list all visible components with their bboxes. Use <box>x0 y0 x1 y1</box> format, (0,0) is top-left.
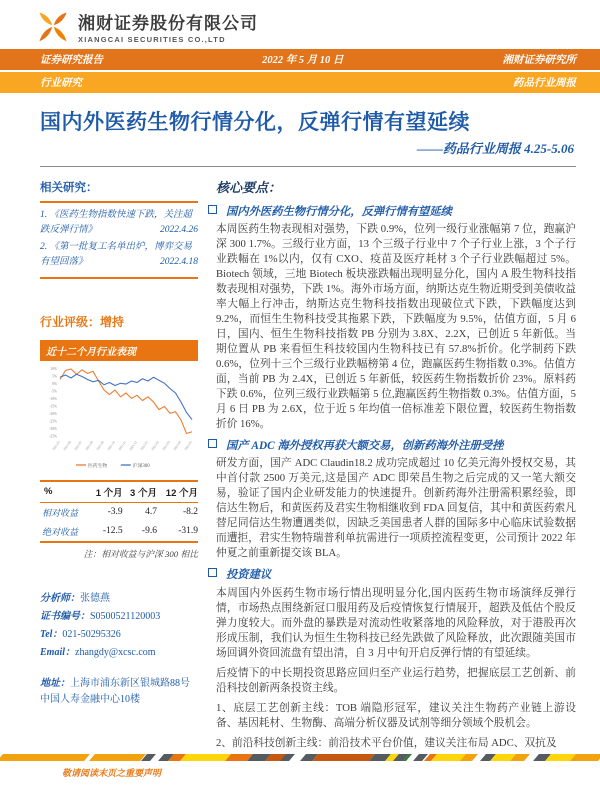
col-header: % <box>40 481 88 503</box>
svg-text:-20%: -20% <box>49 412 57 417</box>
svg-text:2022-02: 2022-02 <box>150 440 160 452</box>
table-header-row <box>40 481 198 503</box>
related-research-list <box>40 201 198 279</box>
page-footer <box>0 754 600 779</box>
performance-chart-box <box>40 340 198 474</box>
section-heading <box>208 437 576 453</box>
svg-text:2021-06: 2021-06 <box>62 440 72 452</box>
col-header: 1 个月 <box>88 481 122 503</box>
company-name-en: XIANGCAI SECURITIES CO.,LTD <box>78 34 226 44</box>
cert-label: 证书编号： <box>40 610 90 622</box>
svg-text:-5%: -5% <box>51 389 57 394</box>
email-label: Email： <box>40 646 76 658</box>
analyst-name: 张德燕 <box>80 592 110 604</box>
svg-text:2021-12: 2021-12 <box>128 440 138 452</box>
address-text: 上海市浦东新区银城路88号中国人寿金融中心10楼 <box>40 677 190 705</box>
chart-title: 近十二个月行业表现 <box>40 340 198 361</box>
analyst-label: 分析师： <box>40 592 80 604</box>
svg-text:沪深300: 沪深300 <box>132 463 150 469</box>
row-label: 相对收益 <box>42 507 79 518</box>
analyst-email-line <box>40 644 198 662</box>
svg-text:-15%: -15% <box>49 404 57 409</box>
section-paragraph: 本周医药生物表现相对强势，下跌 0.9%，位列一级行业涨幅第 7 位，跑赢沪深 300 1.7%。三级行业方面，13 个三级子行业中 7 个子行业上涨，3 个子行业跌幅在 1%以内，仅有 CXO、疫苗及医疗耗材 3 个子行业跌幅超过 5%。Biotech 领域，三地 Biotech 板块涨跌幅出现明显分化，国内 A 股生物科技指数表现相对强势，下跌 1%。海外市场方面，纳斯达克生物近期受到美债收益率大幅上行冲击，纳斯达克生物科技指数出现破位式下跌，下跌幅度达到 9.2%，而恒生生物科技受其拖累下跌，下跌幅度为 9.5%，估值方面，5 月 6 日，国内、恒生生物科技指数 PB 分别为 3.8X、2.2X，已创近 5 年新低。当期位置从 PB 来看恒生科技较国内生物科技已有 57.8%折价。化学制药下跌 0.6%，位列十三个三级行业跌幅榜第 4 位，跑赢医药生物指数 0.3%。估值方面，当前 PB 为 2.4X，已创近 5 年新低，较医药生物指数折价 23%。原料药下跌 0.6%，位列三级行业跌幅第 5 位,跑赢医药生物指数 0.3%。估值方面，5 月 6 日 PB 为 2.6X，位于近 5 年均值一倍标准差下限位置，较医药生物指数折价 16%。 <box>216 223 576 430</box>
cell-value: -9.6 <box>141 526 157 537</box>
footer-disclaimer: 敬请阅读末页之重要声明 <box>62 768 162 778</box>
analyst-name-line <box>40 590 198 608</box>
section-title: 国产 ADC 海外授权再获大额交易，创新药海外注册受挫 <box>226 440 504 452</box>
svg-text:2021-10: 2021-10 <box>106 440 116 452</box>
report-series: 药品行业周报 <box>513 78 576 89</box>
analyst-tel-line <box>40 626 198 644</box>
brand-header <box>0 0 600 49</box>
svg-text:2021-09: 2021-09 <box>95 440 105 452</box>
page-title: 国内外医药生物行情分化，反弹行情有望延续 <box>40 111 470 134</box>
square-bullet-icon <box>208 205 217 214</box>
performance-table <box>40 480 198 543</box>
svg-text:-30%: -30% <box>49 427 57 432</box>
related-research-heading: 相关研究： <box>40 182 98 194</box>
svg-text:2021-08: 2021-08 <box>84 440 94 452</box>
section-heading <box>208 566 576 582</box>
related-research-item[interactable] <box>40 208 198 237</box>
section <box>216 437 576 561</box>
address-label: 地址： <box>40 677 70 689</box>
section-paragraph: 研发方面，国产 ADC Claudin18.2 成功完成超过 10 亿美元海外授权交易，其中首付款 2500 万美元,这是国产 ADC 即荣昌生物之后完成的又一笔大额交易，验证了国内企业研发能力的快速提升。创新药海外注册需积累经验，即信达生物后，和黄医药及君实生物相继收到 FDA 回复信，其中和黄医药索凡替尼同信达生物遭遇类似，因缺乏美国患者人群的国际多中心临床试验数据而遭拒，君实生物特瑞普利单抗需进行一项质控流程变更，公司预计 2022 年仲夏之前重新提交该 BLA。 <box>216 457 576 559</box>
core-points-heading: 核心要点： <box>216 180 282 195</box>
email-address[interactable]: zhangdy@xcsc.com <box>75 646 156 658</box>
related-research-date: 2022.4.18 <box>160 257 198 268</box>
cert-number: S0500521120003 <box>90 610 161 622</box>
square-bullet-icon <box>208 568 217 577</box>
table-note: 注：相对收益与沪深 300 相比 <box>83 548 198 559</box>
svg-text:2021-11: 2021-11 <box>117 440 127 452</box>
section-paragraph: 1、底层工艺创新主线：TOB 端隐形冠军，建议关注生物药产业链上游设备、基因耗材、生物酶、高端分析仪器及试剂等细分领域个股机会。 <box>216 702 576 729</box>
analyst-cert-line <box>40 608 198 626</box>
cell-value: -12.5 <box>102 526 123 537</box>
svg-text:-35%: -35% <box>49 434 57 439</box>
category-bar <box>0 72 600 93</box>
row-label: 绝对收益 <box>42 526 79 537</box>
page-subtitle: ——药品行业周报 4.25-5.06 <box>416 141 574 156</box>
main-content <box>216 177 576 756</box>
svg-text:2022-04: 2022-04 <box>172 440 182 452</box>
industry-rating <box>40 313 198 330</box>
xiangcai-logo-icon <box>36 7 70 45</box>
table-row <box>40 502 198 522</box>
svg-text:0%: 0% <box>52 382 57 387</box>
svg-text:医药生物: 医药生物 <box>88 463 108 469</box>
performance-line-chart <box>40 361 198 471</box>
rating-label: 行业评级： <box>40 314 101 329</box>
cell-value: -8.2 <box>182 507 198 518</box>
svg-text:-10%: -10% <box>49 397 57 402</box>
cell-value: -31.9 <box>178 526 198 537</box>
cell-value: 4.7 <box>145 507 157 518</box>
footer-stripe <box>0 754 600 761</box>
svg-text:2022-03: 2022-03 <box>161 440 171 452</box>
meta-bar <box>0 49 600 70</box>
svg-text:5%: 5% <box>52 374 57 379</box>
col-header: 3 个月 <box>123 481 157 503</box>
square-bullet-icon <box>208 439 217 448</box>
tel-label: Tel： <box>40 628 63 640</box>
svg-text:-25%: -25% <box>49 419 57 424</box>
section-paragraph: 2、前沿科技创新主线：前沿技术平台价值，建议关注布局 ADC、双抗及 <box>216 737 557 749</box>
col-header: 12 个月 <box>157 481 198 503</box>
related-research-title[interactable]: 1. 《医药生物指数快速下跌，关注超跌反弹行情》 <box>40 210 193 235</box>
sidebar <box>40 177 198 756</box>
section-heading <box>208 203 576 219</box>
report-date: 2022 年 5 月 10 日 <box>262 55 344 66</box>
rating-value: 增持 <box>100 314 125 329</box>
section <box>216 203 576 432</box>
table-row <box>40 522 198 542</box>
report-type: 证券研究报告 <box>40 55 103 66</box>
svg-text:2022-05: 2022-05 <box>183 440 193 452</box>
svg-text:2021-07: 2021-07 <box>73 440 83 452</box>
svg-text:2022-01: 2022-01 <box>139 440 149 452</box>
cell-value: -3.9 <box>107 507 123 518</box>
section-title: 投资建议 <box>226 569 272 581</box>
section-title: 国内外医药生物行情分化，反弹行情有望延续 <box>226 206 452 218</box>
related-research-item[interactable] <box>40 240 198 269</box>
research-institute: 湘财证券研究所 <box>502 55 576 66</box>
related-research-title[interactable]: 2. 《第一批复工名单出炉，博弈交易有望回落》 <box>40 242 193 268</box>
related-research-date: 2022.4.26 <box>160 224 198 235</box>
section <box>216 566 576 751</box>
section-paragraph: 后疫情下的中长期投资思路应回归至产业运行趋势，把握底层工艺创新、前沿科技创新两条投资主线。 <box>216 667 576 694</box>
svg-text:2021-05: 2021-05 <box>51 440 61 452</box>
research-category: 行业研究 <box>40 78 82 89</box>
analyst-block <box>40 590 198 662</box>
tel-number: 021-50295326 <box>62 628 121 640</box>
title-divider <box>40 166 576 167</box>
company-name-cn: 湘财证券股份有限公司 <box>78 13 258 33</box>
address-block <box>40 676 198 708</box>
section-paragraph: 本周国内外医药生物市场行情出现明显分化,国内医药生物市场演绎反弹行情，市场热点围绕新冠口服用药及后疫情恢复行情展开，超跌及低估个股反弹力度较大。而外盘的暴跌是对流动性收紧落地的风险释放，对于港股再次形成压制，我们认为恒生生物科技已经先跌做了风险释放，此次跟随美国市场回调外资回流盘有望出清，自 3 月中旬开启反弹行情的有望延续。 <box>216 587 576 659</box>
svg-text:10%: 10% <box>50 367 57 372</box>
